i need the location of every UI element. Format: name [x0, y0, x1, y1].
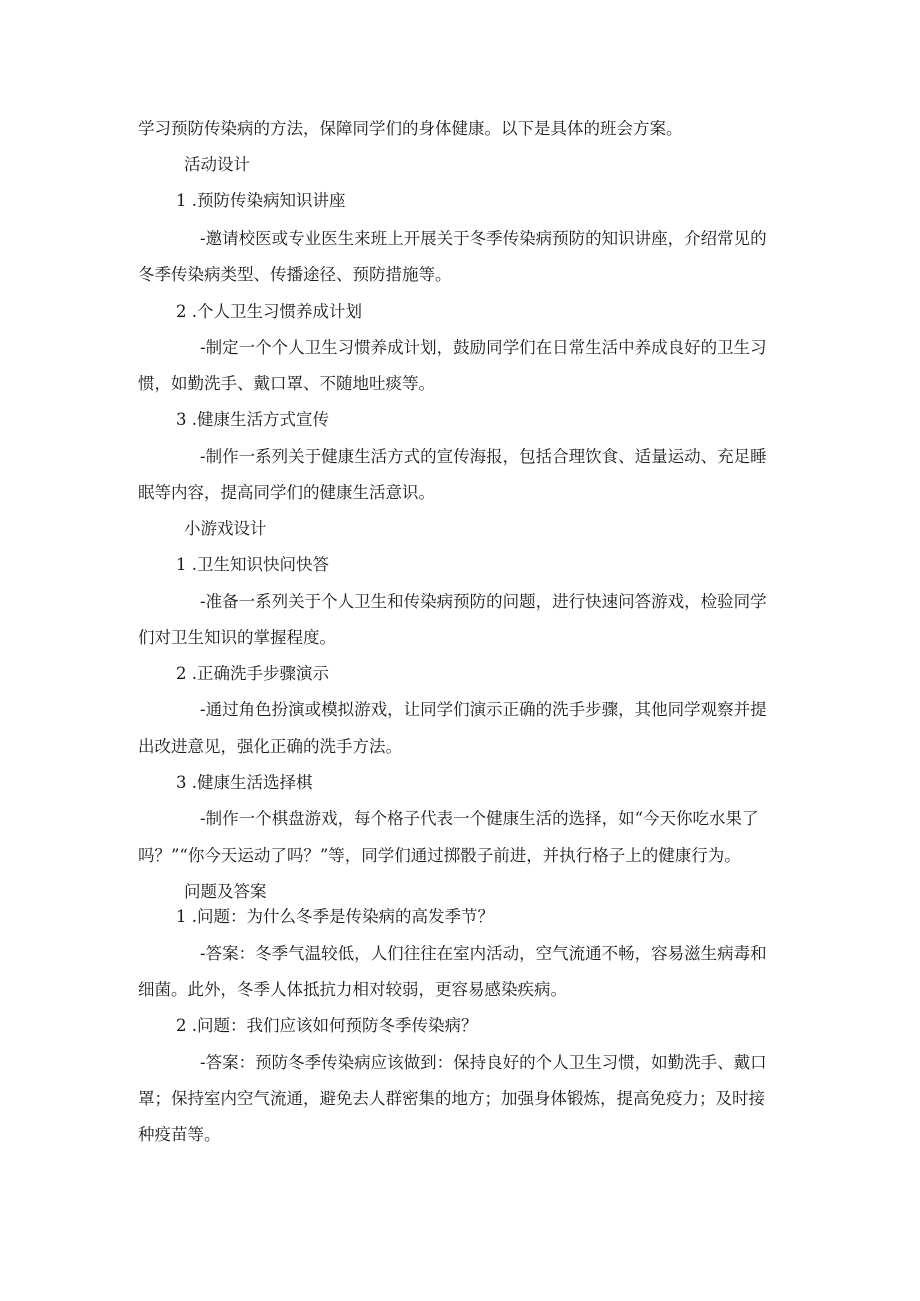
item-text-line: 吗？”“你今天运动了吗？”等，同学们通过掷骰子前进，并执行格子上的健康行为。 [138, 846, 741, 865]
item-text-line: -通过角色扮演或模拟游戏，让同学们演示正确的洗手步骤，其他同学观察并提 [200, 700, 767, 719]
item-text-line: -制作一个棋盘游戏，每个格子代表一个健康生活的选择，如“今天你吃水果了 [200, 809, 759, 828]
item-text-line: -制作一系列关于健康生活方式的宣传海报，包括合理饮食、适量运动、充足睡 [200, 447, 767, 466]
item-text-line: -答案：预防冬季传染病应该做到：保持良好的个人卫生习惯，如勤洗手、戴口 [200, 1053, 767, 1072]
item-text-line: -邀请校医或专业医生来班上开展关于冬季传染病预防的知识讲座，介绍常见的 [200, 229, 767, 248]
item-title: 2 .问题：我们应该如何预防冬季传染病？ [176, 1016, 478, 1035]
section-heading: 小游戏设计 [184, 519, 267, 538]
item-title: 1 .卫生知识快问快答 [176, 555, 329, 574]
section-heading: 活动设计 [184, 155, 250, 174]
item-title: 1 .问题：为什么冬季是传染病的高发季节？ [176, 907, 494, 926]
item-title: 2 .个人卫生习惯养成计划 [176, 302, 362, 321]
section-heading: 问题及答案 [184, 882, 267, 901]
intro-line: 学习预防传染病的方法，保障同学们的身体健康。以下是具体的班会方案。 [138, 119, 683, 138]
item-text-line: 惯，如勤洗手、戴口罩、不随地吐痰等。 [138, 374, 435, 393]
item-text-line: -答案：冬季气温较低，人们往往在室内活动，空气流通不畅，容易滋生病毒和 [200, 944, 767, 963]
item-title: 3 .健康生活方式宣传 [176, 410, 329, 429]
item-text-line: 们对卫生知识的掌握程度。 [138, 628, 336, 647]
item-title: 2 .正确洗手步骤演示 [176, 664, 329, 683]
item-text-line: 种疫苗等。 [138, 1125, 221, 1144]
item-text-line: 眠等内容，提高同学们的健康生活意识。 [138, 483, 435, 502]
item-text-line: 冬季传染病类型、传播途径、预防措施等。 [138, 265, 452, 284]
item-title: 1 .预防传染病知识讲座 [176, 191, 346, 210]
item-text-line: -制定一个个人卫生习惯养成计划，鼓励同学们在日常生活中养成良好的卫生习 [200, 338, 767, 357]
item-title: 3 .健康生活选择棋 [176, 773, 313, 792]
item-text-line: 出改进意见，强化正确的洗手方法。 [138, 737, 402, 756]
item-text-line: -准备一系列关于个人卫生和传染病预防的问题，进行快速问答游戏，检验同学 [200, 592, 767, 611]
item-text-line: 细菌。此外，冬季人体抵抗力相对较弱，更容易感染疾病。 [138, 980, 567, 999]
item-text-line: 罩；保持室内空气流通，避免去人群密集的地方；加强身体锻炼，提高免疫力；及时接 [138, 1089, 765, 1108]
